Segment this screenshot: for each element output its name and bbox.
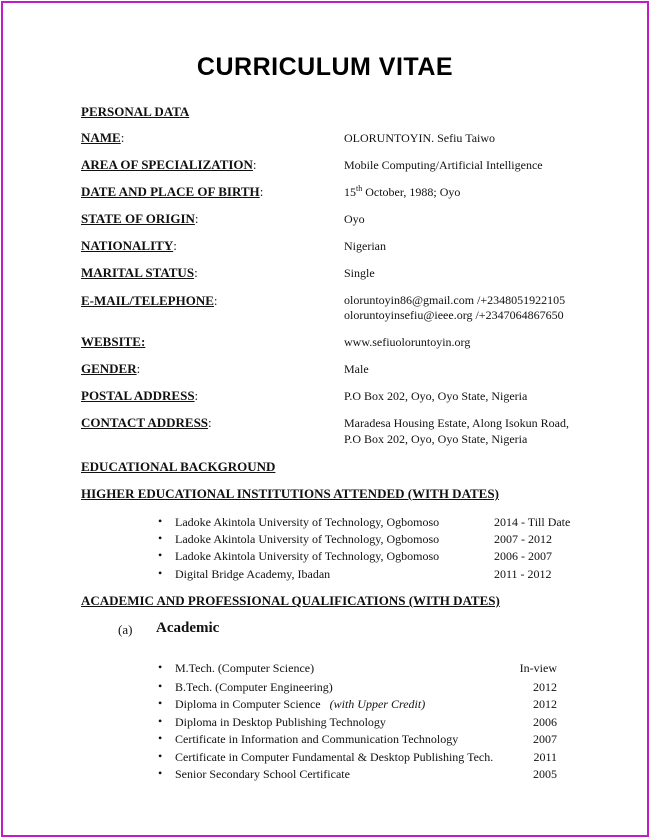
bullet: • xyxy=(158,714,163,728)
label-marital-status: MARITAL STATUS: xyxy=(81,265,198,280)
qualification-name: Diploma in Computer Science (with Upper Credit) xyxy=(175,697,426,711)
label-contact-address: CONTACT ADDRESS: xyxy=(81,415,212,430)
bullet: • xyxy=(158,696,163,710)
qualification-year: 2012 xyxy=(533,697,557,711)
bullet: • xyxy=(158,766,163,780)
value-email-1: oloruntoyin86@gmail.com /+2348051922105 xyxy=(344,293,566,307)
academic-marker: (a) xyxy=(118,622,133,637)
education-heading: EDUCATIONAL BACKGROUND xyxy=(81,459,276,474)
label-state-of-origin: STATE OF ORIGIN: xyxy=(81,211,199,226)
institution-name: Ladoke Akintola University of Technology, Ogbomoso xyxy=(175,532,440,546)
qualifications-heading: ACADEMIC AND PROFESSIONAL QUALIFICATIONS (WITH DATES) xyxy=(81,593,500,608)
qualification-name: B.Tech. (Computer Engineering) xyxy=(175,680,333,694)
institution-dates: 2014 - Till Date xyxy=(494,515,571,529)
bullet: • xyxy=(158,731,163,745)
bullet: • xyxy=(158,531,163,545)
value-name: OLORUNTOYIN. Sefiu Taiwo xyxy=(344,131,496,145)
label-nationality: NATIONALITY: xyxy=(81,238,177,253)
label-name: NAME: xyxy=(81,130,125,145)
qualification-name: Senior Secondary School Certificate xyxy=(175,767,350,781)
qualification-year: 2006 xyxy=(533,715,557,729)
label-specialization: AREA OF SPECIALIZATION: xyxy=(81,157,257,172)
value-specialization: Mobile Computing/Artificial Intelligence xyxy=(344,158,543,172)
institution-dates: 2007 - 2012 xyxy=(494,532,552,546)
value-postal-address: P.O Box 202, Oyo, Oyo State, Nigeria xyxy=(344,389,528,403)
value-email-2: oloruntoyinsefiu@ieee.org /+2347064867650 xyxy=(344,308,564,322)
bullet: • xyxy=(158,749,163,763)
label-website: WEBSITE: xyxy=(81,334,146,349)
bullet: • xyxy=(158,548,163,562)
qualification-year: 2005 xyxy=(533,767,557,781)
bullet: • xyxy=(158,566,163,580)
institution-name: Digital Bridge Academy, Ibadan xyxy=(175,567,331,581)
bullet: • xyxy=(158,514,163,528)
label-email-telephone: E-MAIL/TELEPHONE: xyxy=(81,293,218,308)
qualification-year: 2011 xyxy=(533,750,557,764)
value-website: www.sefiuoloruntoyin.org xyxy=(344,335,471,349)
qualification-name: Diploma in Desktop Publishing Technology xyxy=(175,715,386,729)
bullet: • xyxy=(158,660,163,674)
personal-data-heading: PERSONAL DATA xyxy=(81,104,190,119)
value-contact-address-1: Maradesa Housing Estate, Along Isokun Road, xyxy=(344,416,569,430)
page-title: CURRICULUM VITAE xyxy=(196,53,454,81)
institutions-heading: HIGHER EDUCATIONAL INSTITUTIONS ATTENDED (WITH DATES) xyxy=(81,486,499,501)
label-birth: DATE AND PLACE OF BIRTH: xyxy=(81,184,264,199)
institution-name: Ladoke Akintola University of Technology, Ogbomoso xyxy=(175,549,440,563)
institution-dates: 2006 - 2007 xyxy=(494,549,552,563)
qualification-year: 2007 xyxy=(533,732,557,746)
value-nationality: Nigerian xyxy=(344,239,386,253)
label-postal-address: POSTAL ADDRESS: xyxy=(81,388,199,403)
value-birth: 15th October, 1988; Oyo xyxy=(344,184,461,199)
value-state-of-origin: Oyo xyxy=(344,212,365,226)
qualification-name: Certificate in Information and Communication Technology xyxy=(175,732,459,746)
value-contact-address-2: P.O Box 202, Oyo, Oyo State, Nigeria xyxy=(344,432,528,446)
bullet: • xyxy=(158,679,163,693)
value-marital-status: Single xyxy=(344,266,375,280)
qualification-name: Certificate in Computer Fundamental & Desktop Publishing Tech. xyxy=(175,750,494,764)
institution-name: Ladoke Akintola University of Technology, Ogbomoso xyxy=(175,515,440,529)
qualification-year: 2012 xyxy=(533,680,557,694)
value-gender: Male xyxy=(344,362,369,376)
label-gender: GENDER: xyxy=(81,361,141,376)
qualification-name: M.Tech. (Computer Science) xyxy=(175,661,315,675)
qualification-year: In-view xyxy=(519,661,557,675)
institution-dates: 2011 - 2012 xyxy=(494,567,552,581)
academic-subheading: Academic xyxy=(156,620,220,636)
